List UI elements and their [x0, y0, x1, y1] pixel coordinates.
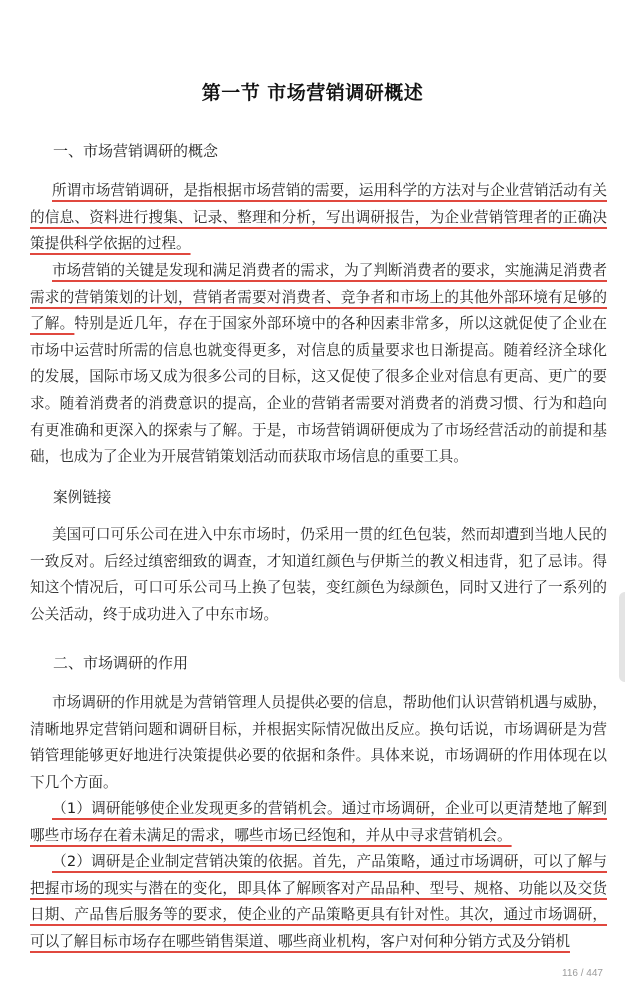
- paragraph-point-2: [30, 849, 607, 955]
- section-title: 第一节 市场营销调研概述: [201, 82, 424, 104]
- underlined-text: （2）调研是企业制定营销决策的依据。首先，产品策略，通过市场调研，可以了解与把握市场的现实与潜在的变化，即具体了解顾客对产品品种、型号、规格、功能以及交货日期、产品售后服务等的要求，使企业的产品策略更具有针对性。其次，通过市场调研，可以了解目标市场存在哪些销售渠道、哪些商业机构，客户对何种分销方式及分销机: [30, 853, 607, 950]
- paragraph-definition: [30, 178, 607, 258]
- paragraph-point-1: [30, 796, 607, 849]
- underlined-text: 市场营销的关键是发现和满足消费者的需求，为了判断消费者的要求，实施满足消费者需求的营销策划的计划，营销者需要对消费者、竞争者和市场上的其他外部环境有足够的了解。: [30, 262, 607, 333]
- paragraph-case: [30, 522, 607, 628]
- paragraph-text: 市场调研的作用就是为营销管理人员提供必要的信息，帮助他们认识营销机遇与威胁，清晰地界定营销问题和调研目标，并根据实际情况做出反应。换句话说，市场调研是为营销管理能够更好地进行决策提供必要的依据和条件。具体来说，市场调研的作用体现在以下几个方面。: [30, 694, 607, 791]
- paragraph-text: 特别是近几年，存在于国家外部环境中的各种因素非常多，所以这就促使了企业在市场中运营时所需的信息也就变得更多，对信息的质量要求也日渐提高。随着经济全球化的发展，国际市场又成为很多公司的目标，这又促使了很多企业对信息有更高、更广的要求。随着消费者的消费意识的提高，企业的营销者需要对消费者的消费习惯、行为和趋向有更准确和更深入的探索与了解。于是，市场营销调研便成为了市场经营活动的前提和基础，也成为了企业为开展营销策划活动而获取市场信息的重要工具。: [30, 315, 607, 466]
- paragraph-text: 美国可口可乐公司在进入中东市场时，仍采用一贯的红色包装，然而却遭到当地人民的一致反对。后经过缜密细致的调查，才知道红颜色与伊斯兰的教义相违背，犯了忌讳。得知这个情况后，可口可乐公司马上换了包装，变红颜色为绿颜色，同时又进行了一系列的公关活动，终于成功进入了中东市场。: [30, 526, 607, 623]
- paragraph-role-intro: [30, 690, 607, 796]
- heading-role: 二、市场调研的作用: [53, 654, 189, 672]
- heading-concept: 一、市场营销调研的概念: [53, 142, 219, 160]
- scroll-handle[interactable]: [619, 592, 625, 682]
- paragraph-importance: [30, 258, 607, 471]
- page-indicator: 116 / 447: [562, 968, 603, 979]
- underlined-text: （1）调研能够使企业发现更多的营销机会。通过市场调研，企业可以更清楚地了解到哪些市场存在着未满足的需求，哪些市场已经饱和，并从中寻求营销机会。: [30, 800, 607, 844]
- underlined-text: 所谓市场营销调研，是指根据市场营销的需要，运用科学的方法对与企业营销活动有关的信息、资料进行搜集、记录、整理和分析，写出调研报告，为企业营销管理者的正确决策提供科学依据的过程。: [30, 182, 607, 253]
- case-link-label: 案例链接: [53, 489, 112, 506]
